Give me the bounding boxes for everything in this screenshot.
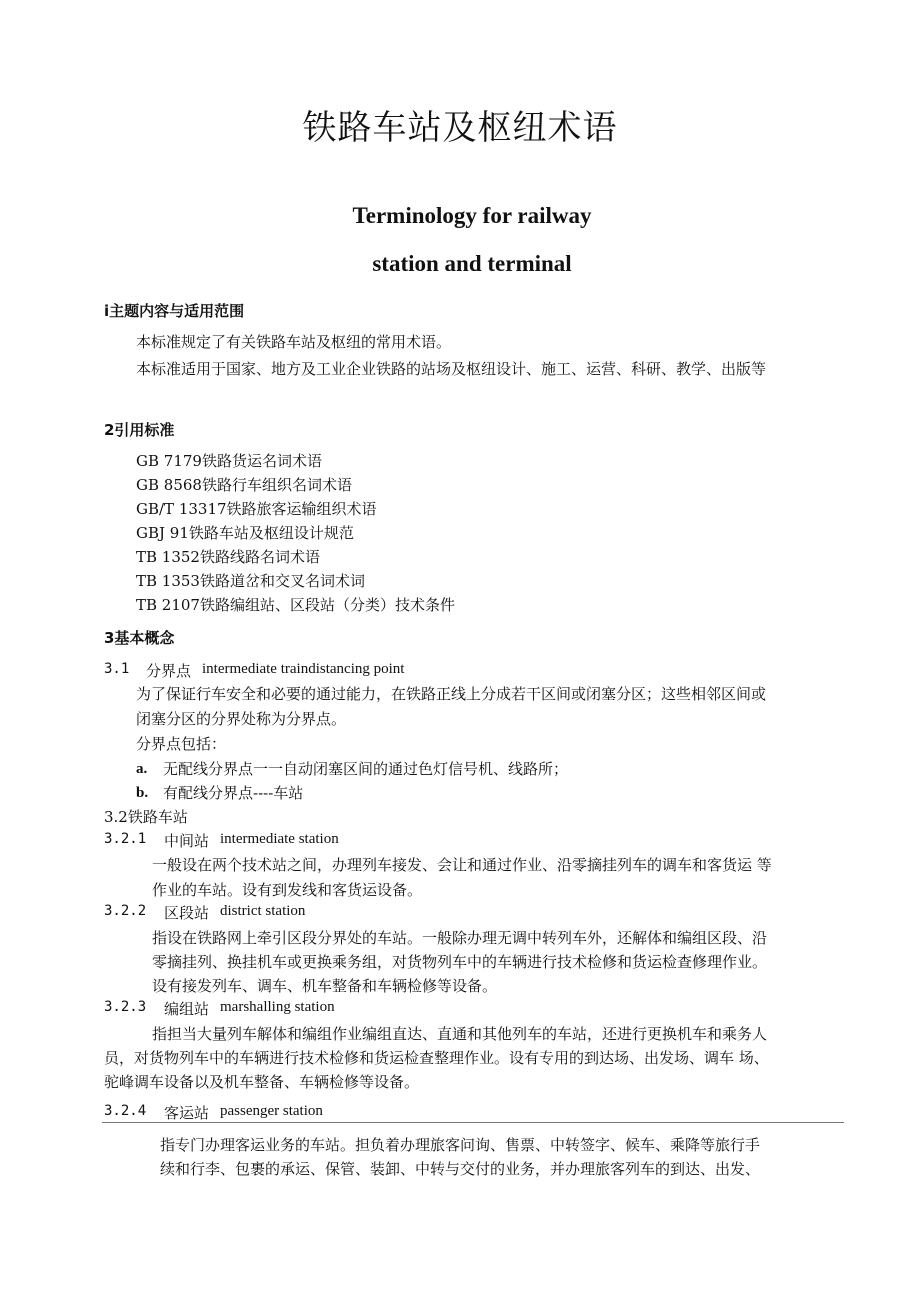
term-en: intermediate station [220,831,339,847]
definition-line: 作业的车站。设有到发线和客货运设备。 [152,881,423,899]
term-cn: 编组站 [164,1000,210,1018]
reference-item: GB 7179铁路货运名词术语 [136,452,322,470]
section-3-heading: 3基本概念 [104,629,175,647]
definition-line: 零摘挂列、换挂机车或更换乘务组，对货物列车中的车辆进行技术检修和货运检查修理作业。 [152,953,768,971]
definition-line: 指担当大量列车解体和编组作业编组直达、直通和其他列车的车站，还进行更换机车和乘务人 [152,1025,768,1043]
definition-line: 设有接发列车、调车、机车整备和车辆检修等设备。 [152,977,498,995]
document-title-en-line2: station and terminal [372,251,572,276]
term-cn: 区段站 [164,904,210,922]
reference-item: TB 1352铁路线路名词术语 [136,548,320,566]
term-cn: 客运站 [164,1104,210,1122]
reference-item: TB 2107铁路编组站、区段站（分类）技术条件 [136,596,455,614]
definition-line: 闭塞分区的分界处称为分界点。 [136,710,347,728]
reference-item: GB 8568铁路行车组织名词术语 [136,476,352,494]
horizontal-rule [102,1122,844,1123]
reference-item: GBJ 91铁路车站及枢纽设计规范 [136,524,354,542]
clause-number: 3.2.1 [104,831,147,847]
reference-item: GB/T 13317铁路旅客运输组织术语 [136,500,377,518]
list-marker: b. [136,785,149,801]
definition-line: 员，对货物列车中的车辆进行技术检修和货运检查整理作业。设有专用的到达场、出发场、调车 场、 [104,1049,769,1067]
clause-number: 3.2.3 [104,999,147,1015]
term-en: district station [220,903,306,919]
subsection-heading: 3.2铁路车站 [104,808,188,826]
definition-line: 为了保证行车安全和必要的通过能力，在铁路正线上分成若干区间或闭塞分区；这些相邻区间或 [136,685,767,703]
definition-line: 指专门办理客运业务的车站。担负着办理旅客问询、售票、中转签字、候车、乘降等旅行手 [160,1136,761,1154]
definition-line: 一般设在两个技术站之间，办理列车接发、会让和通过作业、沿零摘挂列车的调车和客货运 等 [152,856,772,874]
clause-number: 3.2.4 [104,1103,147,1119]
document-title-cn: 铁路车站及枢纽术语 [302,108,618,148]
list-item-text: 无配线分界点一一自动闭塞区间的通过色灯信号机、线路所； [163,760,569,778]
clause-number: 3.1 [104,661,130,677]
term-en: passenger station [220,1103,323,1119]
section-1-heading: i主题内容与适用范围 [104,302,245,320]
section-1-paragraph-2: 本标准适用于国家、地方及工业企业铁路的站场及枢纽设计、施工、运营、科研、教学、出版等 [136,360,767,378]
clause-number: 3.2.2 [104,903,147,919]
list-marker: a. [136,761,148,777]
term-en: marshalling station [220,999,335,1015]
list-item-text: 有配线分界点----车站 [163,784,304,802]
reference-item: TB 1353铁路道岔和交叉名词术词 [136,572,365,590]
document-title-en-line1: Terminology for railway [352,203,592,228]
term-cn: 分界点 [146,662,192,680]
term-en: intermediate traindistancing point [202,661,405,677]
definition-line: 分界点包括： [136,735,227,753]
term-cn: 中间站 [164,832,210,850]
definition-line: 指设在铁路网上牵引区段分界处的车站。一般除办理无调中转列车外，还解体和编组区段、沿 [152,929,768,947]
section-2-heading: 2引用标准 [104,421,175,439]
section-1-paragraph-1: 本标准规定了有关铁路车站及枢纽的常用术语。 [136,333,452,351]
definition-line: 驼峰调车设备以及机车整备、车辆检修等设备。 [104,1073,420,1091]
definition-line: 续和行李、包裹的承运、保管、装卸、中转与交付的业务，并办理旅客列车的到达、出发、 [160,1160,761,1178]
